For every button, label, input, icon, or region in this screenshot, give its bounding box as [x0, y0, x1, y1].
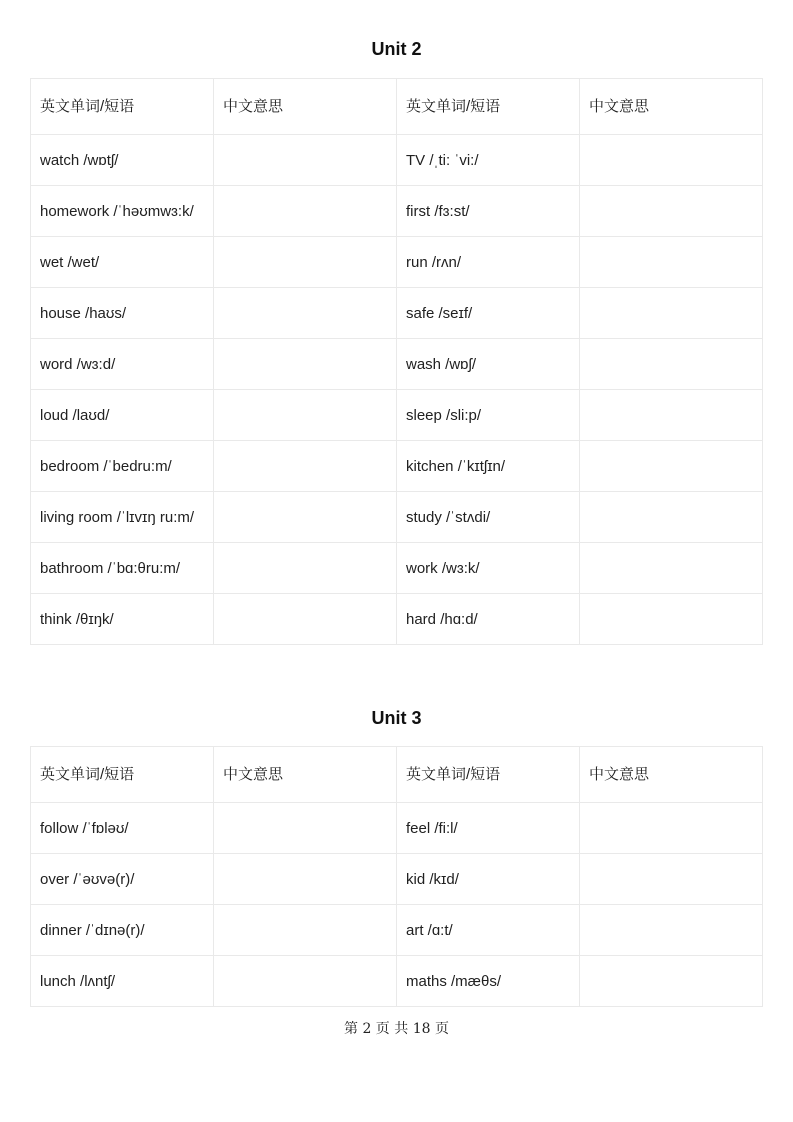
word-cell: dinner /ˈdɪnə(r)/ — [31, 905, 214, 956]
meaning-cell — [214, 135, 397, 186]
word-cell: loud /laʊd/ — [31, 390, 214, 441]
word-cell: maths /mæθs/ — [397, 956, 580, 1007]
table-row — [31, 854, 763, 905]
word-cell: study /ˈstʌdi/ — [397, 492, 580, 543]
column-header-english-2: 英文单词/短语 — [397, 747, 580, 803]
table-row — [31, 441, 763, 492]
meaning-cell — [580, 390, 763, 441]
word-cell: hard /hɑ:d/ — [397, 594, 580, 645]
column-header-chinese-1: 中文意思 — [214, 747, 397, 803]
meaning-cell — [214, 288, 397, 339]
word-cell: TV /ˌti: ˈvi:/ — [397, 135, 580, 186]
table-row — [31, 237, 763, 288]
meaning-cell — [214, 905, 397, 956]
meaning-cell — [580, 956, 763, 1007]
meaning-cell — [580, 803, 763, 854]
meaning-cell — [580, 288, 763, 339]
word-cell: homework /ˈhəʊmwɜ:k/ — [31, 186, 214, 237]
meaning-cell — [580, 854, 763, 905]
word-cell: word /wɜ:d/ — [31, 339, 214, 390]
vocab-table-unit-2 — [30, 78, 763, 645]
meaning-cell — [214, 237, 397, 288]
meaning-cell — [214, 594, 397, 645]
meaning-cell — [214, 390, 397, 441]
table-row — [31, 339, 763, 390]
word-cell: living room /ˈlɪvɪŋ ru:m/ — [31, 492, 214, 543]
meaning-cell — [580, 905, 763, 956]
word-cell: safe /seɪf/ — [397, 288, 580, 339]
meaning-cell — [580, 492, 763, 543]
word-cell: first /fɜ:st/ — [397, 186, 580, 237]
section-title-unit-2: Unit 2 — [371, 39, 422, 59]
column-header-chinese-2: 中文意思 — [580, 79, 763, 135]
word-cell: art /ɑ:t/ — [397, 905, 580, 956]
column-header-chinese-2: 中文意思 — [580, 747, 763, 803]
word-cell: house /haʊs/ — [31, 288, 214, 339]
column-header-english-1: 英文单词/短语 — [31, 79, 214, 135]
section-title-unit-3: Unit 3 — [371, 708, 422, 728]
table-header-row — [31, 79, 763, 135]
meaning-cell — [214, 803, 397, 854]
meaning-cell — [214, 956, 397, 1007]
word-cell: run /rʌn/ — [397, 237, 580, 288]
table-row — [31, 803, 763, 854]
table-row — [31, 186, 763, 237]
word-cell: kitchen /ˈkɪtʃɪn/ — [397, 441, 580, 492]
word-cell: bathroom /ˈbɑ:θru:m/ — [31, 543, 214, 594]
table-row — [31, 594, 763, 645]
table-row — [31, 390, 763, 441]
meaning-cell — [214, 543, 397, 594]
column-header-english-1: 英文单词/短语 — [31, 747, 214, 803]
table-row — [31, 956, 763, 1007]
word-cell: watch /wɒtʃ/ — [31, 135, 214, 186]
meaning-cell — [214, 186, 397, 237]
meaning-cell — [214, 492, 397, 543]
word-cell: lunch /lʌntʃ/ — [31, 956, 214, 1007]
word-cell: bedroom /ˈbedru:m/ — [31, 441, 214, 492]
column-header-english-2: 英文单词/短语 — [397, 79, 580, 135]
word-cell: wet /wet/ — [31, 237, 214, 288]
meaning-cell — [214, 441, 397, 492]
meaning-cell — [214, 339, 397, 390]
word-cell: wash /wɒʃ/ — [397, 339, 580, 390]
word-cell: think /θɪŋk/ — [31, 594, 214, 645]
meaning-cell — [580, 237, 763, 288]
table-row — [31, 288, 763, 339]
word-cell: feel /fi:l/ — [397, 803, 580, 854]
table-row — [31, 135, 763, 186]
meaning-cell — [580, 543, 763, 594]
meaning-cell — [214, 854, 397, 905]
word-cell: kid /kɪd/ — [397, 854, 580, 905]
word-cell: sleep /sli:p/ — [397, 390, 580, 441]
word-cell: work /wɜ:k/ — [397, 543, 580, 594]
meaning-cell — [580, 441, 763, 492]
column-header-chinese-1: 中文意思 — [214, 79, 397, 135]
word-cell: follow /ˈfɒləʊ/ — [31, 803, 214, 854]
table-header-row — [31, 747, 763, 803]
meaning-cell — [580, 186, 763, 237]
table-row — [31, 543, 763, 594]
table-row — [31, 492, 763, 543]
meaning-cell — [580, 339, 763, 390]
page-number: 第 2 页 共 18 页 — [344, 1021, 449, 1037]
vocab-table-unit-3 — [30, 746, 763, 1007]
word-cell: over /ˈəʊvə(r)/ — [31, 854, 214, 905]
table-row — [31, 905, 763, 956]
meaning-cell — [580, 594, 763, 645]
meaning-cell — [580, 135, 763, 186]
